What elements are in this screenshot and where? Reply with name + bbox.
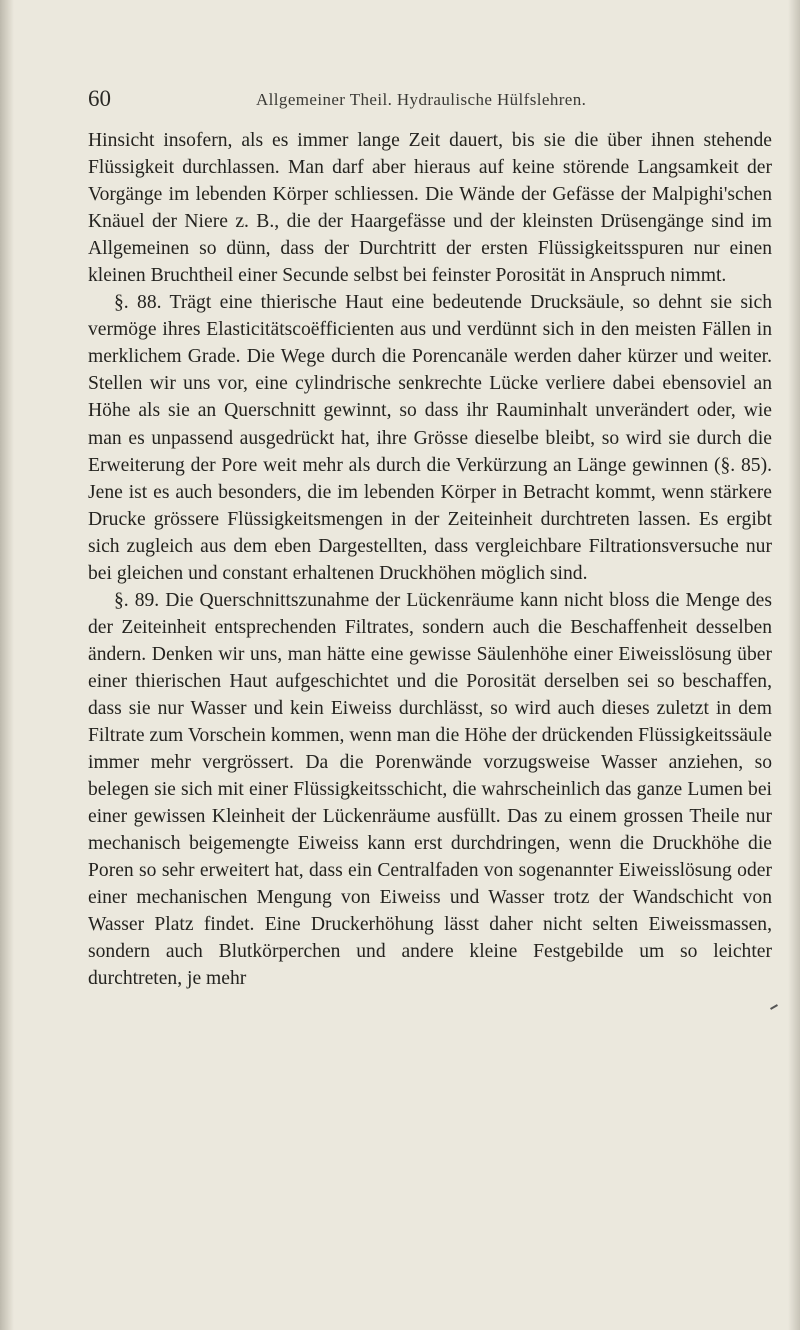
margin-mark bbox=[770, 1004, 778, 1010]
paragraph-section-89: §. 89. Die Querschnittszunahme der Lückenräume kann nicht bloss die Menge des der Zeiteinheit entsprechenden Filtrates, sondern auch die Beschaffenheit desselben ändern. Denken wir uns, man hätte eine gewisse Säulenhöhe einer Eiweisslösung über einer thierischen Haut aufgeschichtet und die Porosität derselben sei so beschaffen, dass sie nur Wasser und kein Eiweiss durchlässt, so wird auch dieses zuletzt in dem Filtrate zum Vorschein kommen, wenn man die Höhe der drückenden Flüssigkeitssäule immer mehr vergrössert. Da die Porenwände vorzugsweise Wasser anziehen, so belegen sie sich mit einer Flüssigkeitsschicht, die wahrscheinlich das ganze Lumen bei einer gewissen Kleinheit der Lückenräume ausfüllt. Das zu einem grossen Theile nur mechanisch beigemengte Eiweiss kann erst durchdringen, wenn die Druckhöhe die Poren so sehr erweitert hat, dass ein Centralfaden von sogenannter Eiweisslösung oder einer mechanischen Mengung von Eiweiss und Wasser trotz der Wandschicht von Wasser Platz findet. Eine Druckerhöhung lässt daher nicht selten Eiweissmassen, sondern auch Blutkörperchen und andere kleine Festgebilde um so leichter durchtreten, je mehr bbox=[88, 589, 772, 990]
running-head: Allgemeiner Theil. Hydraulische Hülfslehren. bbox=[256, 90, 587, 109]
paragraph-section-88: §. 88. Trägt eine thierische Haut eine bedeutende Drucksäule, so dehnt sie sich vermöge ihres Elasticitätscoëfficienten aus und verdünnt sich in den meisten Fällen in merklichem Grade. Die Wege durch die Porencanäle werden daher kürzer und weiter. Stellen wir uns vor, eine cylindrische senkrechte Lücke verliere dabei ebensoviel an Höhe als sie an Querschnitt gewinnt, so dass ihr Rauminhalt unverändert oder, wie man es unpassend ausgedrückt hat, ihre Grösse dieselbe bleibt, so wird sie durch die Erweiterung der Pore weit mehr als durch die Verkürzung an Länge gewinnen (§. 85). Jene ist es auch besonders, die im lebenden Körper in Betracht kommt, wenn stärkere Drucke grössere Flüssigkeitsmengen in der Zeiteinheit durchtreten lassen. Es ergibt sich zugleich aus dem eben Dargestellten, dass vergleichbare Filtrationsversuche nur bei gleichen und constant erhaltenen Druckhöhen möglich sind. bbox=[88, 292, 772, 584]
page-binding-edge bbox=[0, 0, 14, 1330]
page-header bbox=[88, 84, 772, 114]
body-text bbox=[88, 127, 772, 993]
paragraph-continued: Hinsicht insofern, als es immer lange Zeit dauert, bis sie die über ihnen stehende Flüssigkeit durchlassen. Man darf aber hieraus auf keine störende Langsamkeit der Vorgänge im lebenden Körper schliessen. Die Wände der Gefässe der Malpighi'schen Knäuel der Niere z. B., die der Haargefässe und der kleinsten Drüsengänge sind im Allgemeinen so dünn, dass der Durchtritt der ersten Flüssigkeitsspuren nur einen kleinen Bruchtheil einer Secunde selbst bei feinster Porosität in Anspruch nimmt. bbox=[88, 130, 772, 287]
page-right-edge bbox=[788, 0, 800, 1330]
page-number: 60 bbox=[88, 86, 111, 111]
